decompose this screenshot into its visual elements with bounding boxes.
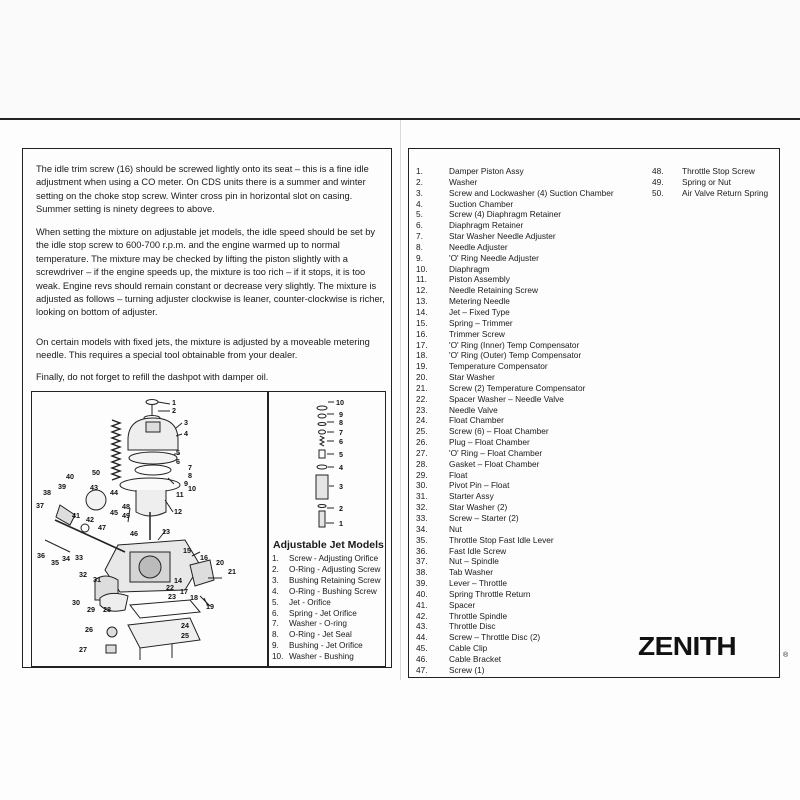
list-item: 9. 'O' Ring Needle Adjuster — [416, 252, 539, 263]
callout-10: 10 — [188, 484, 196, 493]
list-item: 4. O-Ring - Bushing Screw — [272, 586, 377, 596]
callout-49: 49 — [122, 511, 130, 520]
callout-2: 2 — [172, 406, 176, 415]
list-item: 48. Throttle Stop Screw — [652, 166, 755, 176]
callout-19: 19 — [206, 602, 214, 611]
jet-callout-1: 1 — [339, 519, 343, 528]
list-item: 27. 'O' Ring – Float Chamber — [416, 447, 543, 458]
callout-1: 1 — [172, 398, 176, 407]
list-item: 32. Star Washer (2) — [416, 502, 508, 513]
callout-8: 8 — [188, 471, 192, 480]
page-fold — [400, 120, 401, 680]
jet-callout-7: 7 — [339, 428, 343, 437]
callout-12: 12 — [174, 507, 182, 516]
callout-32: 32 — [79, 570, 87, 579]
list-item: 31. Starter Assy — [416, 491, 494, 502]
list-item: 5. Jet - Orifice — [272, 597, 331, 607]
paragraph-idle-trim: The idle trim screw (16) should be screwed lightly onto its seat – this is a fine idle adjustment when using a CO meter. On CDS units there is a summer and winter setting on the choke stop screw. Winter cross pin in horizontal slot on casing. Summer setting is ninety degrees to above. — [36, 164, 369, 215]
callout-37: 37 — [36, 501, 44, 510]
list-item: 8. O-Ring - Jet Seal — [272, 630, 352, 640]
jet-callout-5: 5 — [339, 450, 343, 459]
list-item: 50. Air Valve Return Spring — [652, 187, 769, 198]
list-item: 5. Screw (4) Diaphragm Retainer — [416, 209, 562, 220]
callout-47: 47 — [98, 523, 106, 532]
jet-callout-3: 3 — [339, 482, 343, 491]
callout-15: 15 — [183, 546, 191, 555]
diagram-divider — [267, 391, 269, 667]
list-item: 1. Damper Piston Assy — [416, 166, 524, 176]
callout-22: 22 — [166, 583, 174, 592]
callout-40: 40 — [66, 472, 74, 481]
list-item: 33. Screw – Starter (2) — [416, 513, 519, 523]
list-item: 9. Bushing - Jet Orifice — [272, 641, 363, 651]
callout-25: 25 — [181, 631, 189, 640]
list-item: 15. Spring – Trimmer — [416, 317, 513, 328]
list-item: 40. Spring Throttle Return — [416, 588, 531, 599]
callout-20: 20 — [216, 558, 224, 567]
callout-50: 50 — [92, 468, 100, 477]
adjustable-jet-exploded-view — [300, 395, 360, 535]
adjustable-jet-title: Adjustable Jet Models — [273, 539, 384, 551]
list-item: 29. Float — [416, 469, 468, 480]
list-item: 46. Cable Bracket — [416, 653, 502, 664]
callout-17: 17 — [180, 587, 188, 596]
callout-4: 4 — [184, 429, 188, 438]
list-item: 7. Star Washer Needle Adjuster — [416, 231, 556, 242]
list-item: 42. Throttle Spindle — [416, 610, 508, 621]
list-item: 25. Screw (6) – Float Chamber — [416, 426, 549, 437]
list-item: 20. Star Washer — [416, 372, 495, 383]
callout-36: 36 — [37, 551, 45, 560]
list-item: 16. Trimmer Screw — [416, 328, 505, 339]
callout-26: 26 — [85, 625, 93, 634]
list-item: 4. Suction Chamber — [416, 198, 514, 209]
zenith-logo: ZENITH — [638, 631, 737, 661]
list-item: 37. Nut – Spindle — [416, 556, 499, 567]
list-item: 14. Jet – Fixed Type — [416, 306, 510, 317]
list-item: 44. Screw – Throttle Disc (2) — [416, 632, 541, 643]
list-item: 24. Float Chamber — [416, 415, 504, 426]
list-item: 11. Piston Assembly — [416, 274, 510, 285]
list-item: 26. Plug – Float Chamber — [416, 437, 530, 448]
callout-7: 7 — [188, 463, 192, 472]
list-item: 6. Diaphragm Retainer — [416, 220, 524, 231]
registered-mark: ® — [783, 652, 789, 659]
callout-41: 41 — [72, 511, 80, 520]
callout-35: 35 — [51, 558, 59, 567]
list-item: 13. Metering Needle — [416, 296, 510, 307]
list-item: 1. Screw - Adjusting Orifice — [272, 554, 379, 563]
paragraph-damper-oil: Finally, do not forget to refill the dashpot with damper oil. — [36, 372, 269, 382]
callout-28: 28 — [103, 605, 111, 614]
list-item: 7. Washer - O-ring — [272, 619, 347, 629]
list-item: 3. Bushing Retaining Screw — [272, 575, 381, 585]
list-item: 39. Lever – Throttle — [416, 578, 507, 589]
parts-list-column-2 — [652, 166, 768, 199]
list-item: 28. Gasket – Float Chamber — [416, 458, 540, 469]
list-item: 23. Needle Valve — [416, 404, 498, 415]
list-item: 22. Spacer Washer – Needle Valve — [416, 393, 564, 404]
list-item: 17. 'O' Ring (Inner) Temp Compensator — [416, 339, 580, 350]
list-item: 3. Screw and Lockwasher (4) Suction Chamber — [416, 187, 614, 198]
list-item: 34. Nut — [416, 523, 462, 534]
callout-14: 14 — [174, 576, 182, 585]
callout-46: 46 — [130, 529, 138, 538]
callout-21: 21 — [228, 567, 236, 576]
callout-42: 42 — [86, 515, 94, 524]
jet-callout-4: 4 — [339, 463, 343, 472]
callout-44: 44 — [110, 488, 118, 497]
list-item: 45. Cable Clip — [416, 643, 488, 654]
list-item: 36. Fast Idle Screw — [416, 545, 507, 556]
list-item: 21. Screw (2) Temperature Compensator — [416, 382, 586, 393]
list-item: 8. Needle Adjuster — [416, 241, 508, 252]
callout-45: 45 — [110, 508, 118, 517]
list-item: 38. Tab Washer — [416, 567, 493, 578]
callout-27: 27 — [79, 645, 87, 654]
callout-13: 13 — [162, 527, 170, 536]
list-item: 41. Spacer — [416, 599, 476, 610]
list-item: 18. 'O' Ring (Outer) Temp Compensator — [416, 350, 582, 361]
list-item: 30. Pivot Pin – Float — [416, 480, 510, 491]
paragraph-fixed-jets: On certain models with fixed jets, the mixture is adjusted by a moveable metering needle. This requires a special tool obtainable from your dealer. — [36, 337, 370, 361]
callout-18: 18 — [190, 593, 198, 602]
list-item: 12. Needle Retaining Screw — [416, 285, 539, 296]
list-item: 6. Spring - Jet Orifice — [272, 608, 357, 618]
callout-6: 6 — [176, 457, 180, 466]
callout-9: 9 — [184, 479, 188, 488]
callout-11: 11 — [176, 490, 184, 499]
list-item: 2. Washer — [416, 176, 478, 187]
jet-callout-10: 10 — [336, 398, 344, 407]
list-item: 2. O-Ring - Adjusting Screw — [272, 564, 381, 574]
jet-callout-8: 8 — [339, 418, 343, 427]
callout-16: 16 — [200, 553, 208, 562]
list-item: 10. Diaphragm — [416, 263, 490, 274]
carburettor-exploded-view — [33, 393, 266, 665]
callout-38: 38 — [43, 488, 51, 497]
parts-list-column-1 — [416, 166, 614, 676]
jet-callout-2: 2 — [339, 504, 343, 513]
top-margin — [0, 0, 800, 118]
callout-23: 23 — [168, 592, 176, 601]
list-item: 49. Spring or Nut — [652, 176, 731, 187]
callout-33: 33 — [75, 553, 83, 562]
list-item: 43. Throttle Disc — [416, 621, 496, 632]
callout-31: 31 — [93, 575, 101, 584]
callout-39: 39 — [58, 482, 66, 491]
list-item: 47. Screw (1) — [416, 664, 485, 675]
callout-30: 30 — [72, 598, 80, 607]
list-item: 19. Temperature Compensator — [416, 361, 548, 372]
callout-5: 5 — [176, 448, 180, 457]
jet-callout-6: 6 — [339, 437, 343, 446]
jet-callout-9: 9 — [339, 410, 343, 419]
adjustable-jet-list — [272, 554, 380, 663]
callout-34: 34 — [62, 554, 70, 563]
callout-3: 3 — [184, 418, 188, 427]
callout-29: 29 — [87, 605, 95, 614]
callout-24: 24 — [181, 621, 189, 630]
list-item: 10. Washer - Bushing — [272, 652, 354, 662]
paragraph-mixture-adjustable: When setting the mixture on adjustable jet models, the idle speed should be set by the idle stop screw to 600-700 r.p.m. and the engine warmed up to normal temperature. The mixture may be checked by lifting the piston slightly with a screwdriver – if the engine speeds up, the mixture is too rich – if it stops, it is too weak. Engine revs should remain constant or decrease very slightly. The mixture is adjusted as follows – turning adjuster clockwise is leaner, counter-clockwise is richer, looking on bottom of adjuster. — [36, 227, 385, 318]
callout-48: 48 — [122, 502, 130, 511]
list-item: 35. Throttle Stop Fast Idle Lever — [416, 534, 554, 545]
callout-43: 43 — [90, 483, 98, 492]
